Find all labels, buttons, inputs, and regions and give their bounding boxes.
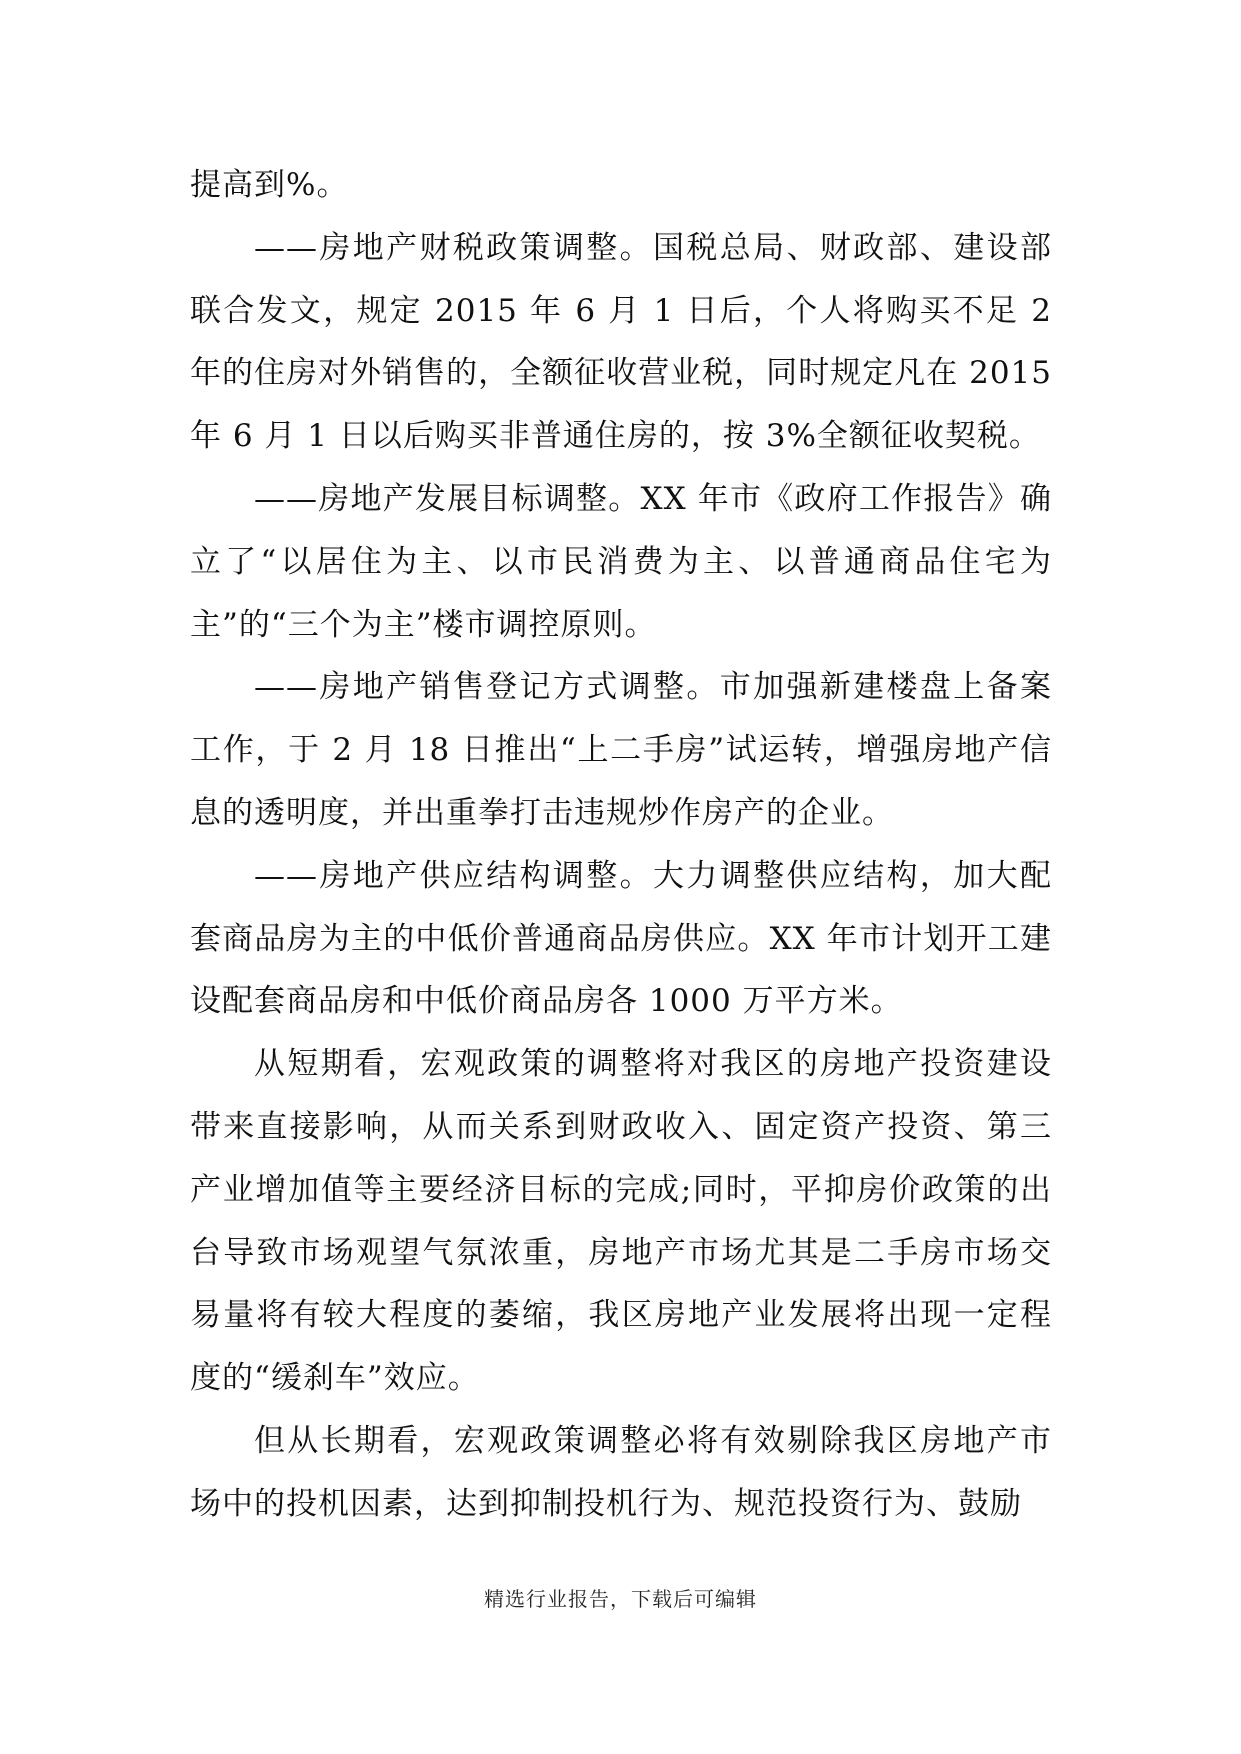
paragraph-development-goal: ——房地产发展目标调整。XX 年市《政府工作报告》确立了“以居住为主、以市民消费为主、以普通商品住宅为主”的“三个为主”楼市调控原则。	[190, 480, 1052, 643]
paragraph-short-term: 从短期看，宏观政策的调整将对我区的房地产投资建设带来直接影响，从而关系到财政收入、固定资产投资、第三产业增加值等主要经济目标的完成;同时，平抑房价政策的出台导致市场观望气氛浓重，房地产市场尤其是二手房市场交易量将有较大程度的萎缩，我区房地产业发展将出现一定程度的“缓刹车”效应。	[190, 1046, 1052, 1397]
paragraph-sales-registration: ——房地产销售登记方式调整。市加强新建楼盘上备案工作，于 2 月 18 日推出“上二手房”试运转，增强房地产信息的透明度，并出重拳打击违规炒作房产的企业。	[190, 669, 1052, 831]
paragraph-tax-policy: ——房地产财税政策调整。国税总局、财政部、建设部联合发文，规定 2015 年 6 月 1 日后，个人将购买不足 2 年的住房对外销售的，全额征收营业税，同时规定凡在 2015 年 6 月 1 日以后购买非普通住房的，按 3%全额征收契税。	[190, 229, 1052, 455]
paragraph-continuation: 提高到%。	[190, 167, 349, 203]
paragraph-long-term: 但从长期看，宏观政策调整必将有效剔除我区房地产市场中的投机因素，达到抑制投机行为、规范投资行为、鼓励	[190, 1422, 1052, 1522]
paragraph-supply-structure: ——房地产供应结构调整。大力调整供应结构，加大配套商品房为主的中低价普通商品房供应。XX 年市计划开工建设配套商品房和中低价商品房各 1000 万平方米。	[190, 857, 1052, 1020]
document-body	[190, 154, 1052, 1536]
page-footer: 精选行业报告，下载后可编辑	[484, 1587, 757, 1611]
